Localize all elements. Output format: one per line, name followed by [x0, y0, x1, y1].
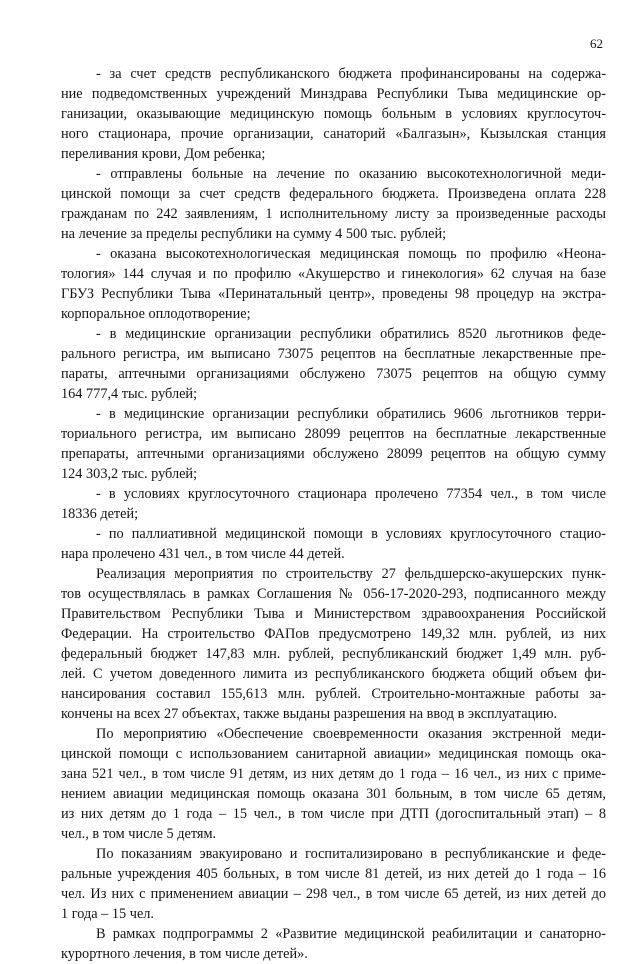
- text-line: По мероприятию «Обеспечение своевременности оказания экстренной меди-: [96, 726, 606, 742]
- text-line: - оказана высокотехнологическая медицинская помощь по профилю «Неона-: [96, 246, 606, 262]
- text-line: параты, аптечными организациями обслужено 73075 рецептов на общую сумму: [61, 366, 606, 382]
- text-line: 1 года – 15 чел.: [61, 906, 154, 922]
- text-line: препараты, аптечными организациями обслужено 28099 рецептов на общую сумму: [61, 446, 606, 462]
- text-line: нансирования составил 155,613 млн. рублей. Строительно-монтажные работы за-: [61, 686, 606, 702]
- text-line: - по паллиативной медицинской помощи в условиях круглосуточного стацио-: [96, 526, 606, 542]
- text-line: нара пролечено 431 чел., в том числе 44 детей.: [61, 546, 345, 562]
- text-line: рального регистра, им выписано 73075 рецептов на бесплатные лекарственные пре-: [61, 346, 606, 362]
- text-line: кончены на всех 27 объектах, также выданы разрешения на ввод в эксплуатацию.: [61, 706, 558, 722]
- text-line: 124 303,2 тыс. рублей;: [61, 466, 198, 482]
- text-line: лей. С учетом доведенного лимита из республиканского бюджета общий объем фи-: [61, 666, 606, 682]
- document-body: [61, 64, 606, 964]
- text-line: корпоральное оплодотворение;: [61, 306, 251, 322]
- text-line: ториального регистра, им выписано 28099 рецептов на бесплатные лекарственные: [61, 426, 606, 442]
- text-line: гражданам по 242 заявлениям, 1 исполнительному листу за произведенные расходы: [61, 206, 606, 222]
- text-line: - в медицинские организации республики обратились 9606 льготников терри-: [96, 406, 606, 422]
- text-line: - за счет средств республиканского бюджета профинансированы на содержа-: [96, 66, 606, 82]
- text-line: цинской помощи за счет средств федерального бюджета. Произведена оплата 228: [61, 186, 606, 202]
- text-line: переливания крови, Дом ребенка;: [61, 146, 266, 162]
- text-line: По показаниям эвакуировано и госпитализировано в республиканские и феде-: [96, 846, 606, 862]
- text-line: чел., в том числе 5 детям.: [61, 826, 217, 842]
- text-line: Правительством Республики Тыва и Министерством здравоохранения Российской: [61, 606, 606, 622]
- text-line: федеральный бюджет 147,83 млн. рублей, республиканский бюджет 1,49 млн. руб-: [61, 646, 606, 662]
- text-line: на лечение за пределы республики на сумму 4 500 тыс. рублей;: [61, 226, 447, 242]
- text-line: тология» 144 случая и по профилю «Акушерство и гинекология» 62 случая на базе: [61, 266, 606, 282]
- text-line: Федерации. На строительство ФАПов предусмотрено 149,32 млн. рублей, из них: [61, 626, 606, 642]
- text-line: 164 777,4 тыс. рублей;: [61, 386, 198, 402]
- text-line: зана 521 чел., в том числе 91 детям, из них детям до 1 года – 16 чел., из них с приме-: [61, 766, 606, 782]
- text-line: Реализация мероприятия по строительству 27 фельдшерско-акушерских пунк-: [96, 566, 606, 582]
- text-line: ганизации, оказывающие медицинскую помощь больным в условиях круглосуточ-: [61, 106, 606, 122]
- text-line: 18336 детей;: [61, 506, 139, 522]
- text-line: чел. Из них с применением авиации – 298 чел., в том числе 65 детей, из них детей до: [61, 886, 606, 902]
- text-line: - в медицинские организации республики обратились 8520 льготников феде-: [96, 326, 606, 342]
- text-line: ральные учреждения 405 больных, в том числе 81 детей, из них детей до 1 года – 16: [61, 866, 606, 882]
- text-line: курортного лечения, в том числе детей».: [61, 946, 308, 962]
- text-line: из них детям до 1 года – 15 чел., в том числе при ДТП (догоспитальный этап) – 8: [61, 806, 606, 822]
- text-line: ного стационара, прочие организации, санаторий «Балгазын», Кызылская станция: [61, 126, 606, 142]
- text-line: ГБУЗ Республики Тыва «Перинатальный центр», проведены 98 процедур на экстра-: [61, 286, 606, 302]
- text-line: В рамках подпрограммы 2 «Развитие медицинской реабилитации и санаторно-: [96, 926, 606, 942]
- text-line: ние подведомственных учреждений Минздрава Республики Тыва медицинские ор-: [61, 86, 606, 102]
- text-line: - в условиях круглосуточного стационара пролечено 77354 чел., в том числе: [96, 486, 606, 502]
- text-line: - отправлены больные на лечение по оказанию высокотехнологичной меди-: [96, 166, 606, 182]
- page-number: 62: [590, 36, 603, 51]
- text-line: нением авиации медицинская помощь оказана 301 больным, в том числе 65 детям,: [61, 786, 606, 802]
- text-line: тов осуществлялась в рамках Соглашения № 056-17-2020-293, подписанного между: [61, 586, 606, 602]
- text-line: цинской помощи с использованием санитарной авиации» медицинская помощь ока-: [61, 746, 606, 762]
